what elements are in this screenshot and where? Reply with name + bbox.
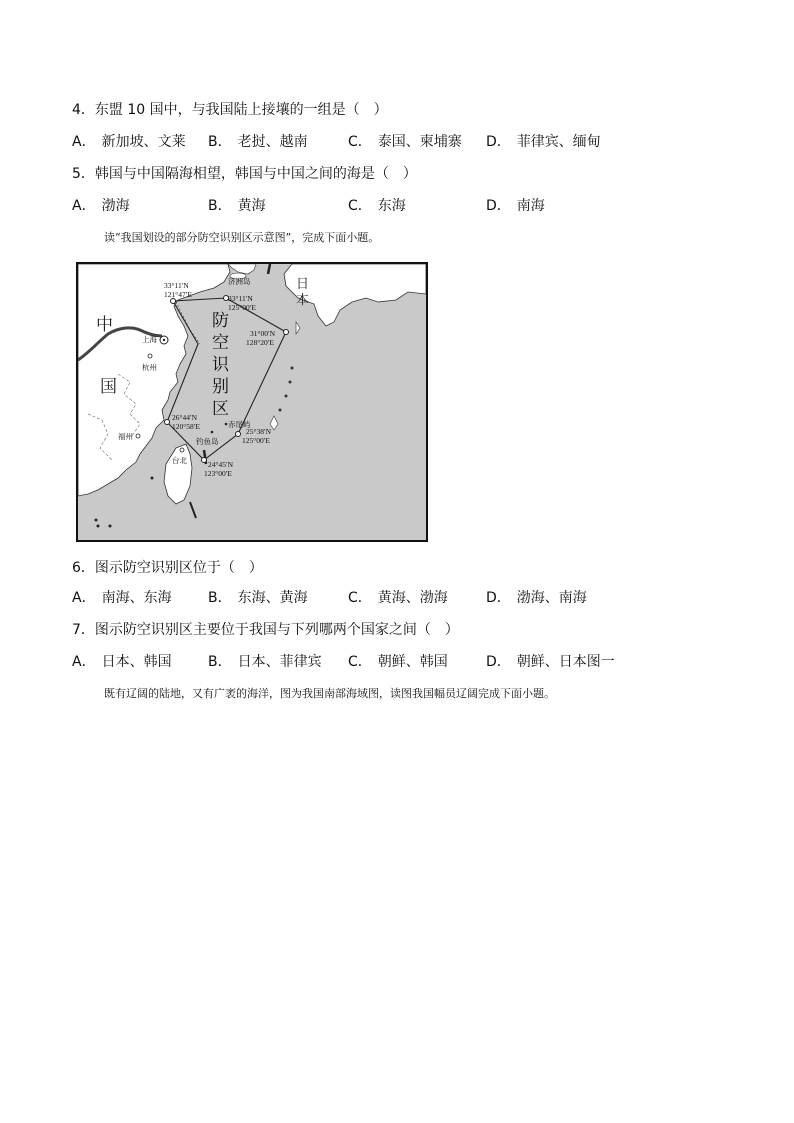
ryukyu-island — [270, 416, 278, 430]
vertex-point — [171, 299, 176, 304]
option-d[interactable] — [486, 196, 545, 216]
option-c[interactable] — [348, 132, 462, 152]
option-text: 渤海 — [101, 198, 130, 214]
ryukyu-islet — [289, 381, 292, 384]
option-label: D． — [486, 198, 511, 214]
option-a[interactable] — [72, 652, 172, 672]
option-label: D． — [486, 654, 511, 670]
japan-islands — [296, 322, 300, 334]
option-text: 日本、韩国 — [101, 654, 172, 670]
question-7-stem: 7．图示防空识别区主要位于我国与下列哪两个国家之间（ ） — [72, 622, 459, 638]
place-shanghai: 上海 — [142, 335, 157, 344]
ryukyu-islet — [291, 367, 294, 370]
question-7-options — [72, 652, 712, 672]
option-label: C． — [348, 654, 372, 670]
coord-lat-6: 26°44′N — [172, 413, 198, 422]
ryukyu-islet — [285, 395, 288, 398]
option-b[interactable] — [208, 652, 322, 672]
coord-lat-4: 25°38′N — [246, 427, 272, 436]
air-defense-zone-map — [76, 262, 428, 542]
option-text: 泰国、柬埔寨 — [377, 134, 462, 150]
coord-lon-3: 128°20′E — [246, 338, 274, 347]
diaoyu-dot — [211, 431, 214, 434]
option-label: A． — [72, 198, 96, 214]
place-chiwei: 赤尾屿 — [228, 420, 251, 429]
vertex-point — [284, 330, 289, 335]
islet — [109, 525, 112, 528]
option-b[interactable] — [208, 196, 266, 216]
option-text: 渤海、南海 — [516, 590, 587, 606]
question-5-stem: 5．韩国与中国隔海相望，韩国与中国之间的海是（ ） — [72, 166, 417, 182]
coord-lat-1: 33°11′N — [164, 281, 189, 290]
coord-lon-2: 125°00′E — [228, 303, 256, 312]
chiwei-dot — [225, 423, 228, 426]
option-c[interactable] — [348, 652, 448, 672]
vertex-point — [165, 420, 170, 425]
option-label: B． — [208, 198, 232, 214]
islet-mark — [190, 502, 196, 518]
option-label: B． — [208, 654, 232, 670]
option-c[interactable] — [348, 588, 448, 608]
place-taipei: 台北 — [172, 456, 187, 465]
place-hangzhou: 杭州 — [142, 363, 157, 372]
option-text: 黄海、渤海 — [377, 590, 448, 606]
place-fuzhou: 福州 — [118, 432, 133, 441]
country-char-zhong: 中 — [96, 315, 113, 335]
option-text: 黄海 — [237, 198, 266, 214]
place-diaoyu: 钓鱼岛 — [196, 437, 219, 446]
place-jeju: 济洲岛 — [228, 277, 251, 286]
korea-land — [228, 264, 256, 274]
coord-lat-2: 33°11′N — [228, 294, 253, 303]
option-text: 东海、黄海 — [237, 590, 308, 606]
option-label: B． — [208, 590, 232, 606]
map-intro: 读“我国划设的部分防空识别区示意图”，完成下面小题。 — [104, 231, 380, 244]
coord-lat-5: 24°45′N — [208, 460, 234, 469]
option-label: C． — [348, 134, 372, 150]
zone-char-4: 别 — [212, 377, 229, 397]
islet — [151, 477, 154, 480]
taipei-marker — [180, 448, 184, 452]
ryukyu-islet — [279, 409, 282, 412]
islet-mark — [268, 264, 270, 274]
option-label: D． — [486, 134, 511, 150]
vertex-point — [202, 458, 207, 463]
coord-lon-6: 120°58′E — [172, 422, 200, 431]
option-b[interactable] — [208, 588, 308, 608]
option-d[interactable] — [486, 652, 615, 672]
option-c[interactable] — [348, 196, 406, 216]
question-4-stem: 4．东盟 10 国中，与我国陆上接壤的一组是（ ） — [72, 102, 388, 118]
coord-lon-4: 125°00′E — [242, 436, 270, 445]
coord-lat-3: 31°00′N — [250, 329, 276, 338]
option-text: 日本、菲律宾 — [237, 654, 322, 670]
fuzhou-marker — [136, 434, 140, 438]
option-text: 朝鲜、日本图一 — [516, 654, 615, 670]
option-label: A． — [72, 654, 96, 670]
option-label: C． — [348, 590, 372, 606]
option-text: 南海 — [516, 198, 545, 214]
vertex-point — [236, 432, 241, 437]
option-label: A． — [72, 134, 96, 150]
option-text: 老挝、越南 — [237, 134, 308, 150]
option-text: 东海 — [377, 198, 406, 214]
coord-lon-1: 121°47′E — [164, 290, 192, 299]
option-text: 南海、东海 — [101, 590, 172, 606]
shanghai-marker-dot — [163, 339, 165, 341]
option-text: 朝鲜、韩国 — [377, 654, 448, 670]
option-label: B． — [208, 134, 232, 150]
coord-lon-5: 123°00′E — [204, 469, 232, 478]
islet — [95, 519, 98, 522]
japan-char-ben: 本 — [296, 293, 310, 308]
zone-char-5: 区 — [212, 399, 229, 419]
next-section-intro: 既有辽阔的陆地，又有广袤的海洋，图为我国南部海域图，读图我国幅员辽阔完成下面小题。 — [104, 687, 555, 700]
option-text: 菲律宾、缅甸 — [516, 134, 601, 150]
option-label: D． — [486, 590, 511, 606]
taiwan-land — [164, 444, 192, 504]
option-b[interactable] — [208, 132, 308, 152]
option-a[interactable] — [72, 132, 186, 152]
zone-char-3: 识 — [212, 355, 229, 375]
option-label: A． — [72, 590, 96, 606]
question-6-stem: 6．图示防空识别区位于（ ） — [72, 560, 263, 576]
option-a[interactable] — [72, 588, 172, 608]
option-d[interactable] — [486, 588, 587, 608]
hangzhou-marker — [148, 354, 152, 358]
question-4-options — [72, 132, 712, 152]
zone-char-2: 空 — [212, 333, 229, 353]
map-svg — [78, 264, 426, 540]
option-d[interactable] — [486, 132, 601, 152]
question-6-options — [72, 588, 712, 608]
zone-char-1: 防 — [212, 311, 229, 331]
option-text: 新加坡、文莱 — [101, 134, 186, 150]
option-label: C． — [348, 198, 372, 214]
japan-char-ri: 日 — [296, 277, 310, 292]
country-char-guo: 国 — [100, 377, 117, 397]
islet — [97, 525, 100, 528]
question-5-options — [72, 196, 712, 216]
option-a[interactable] — [72, 196, 130, 216]
